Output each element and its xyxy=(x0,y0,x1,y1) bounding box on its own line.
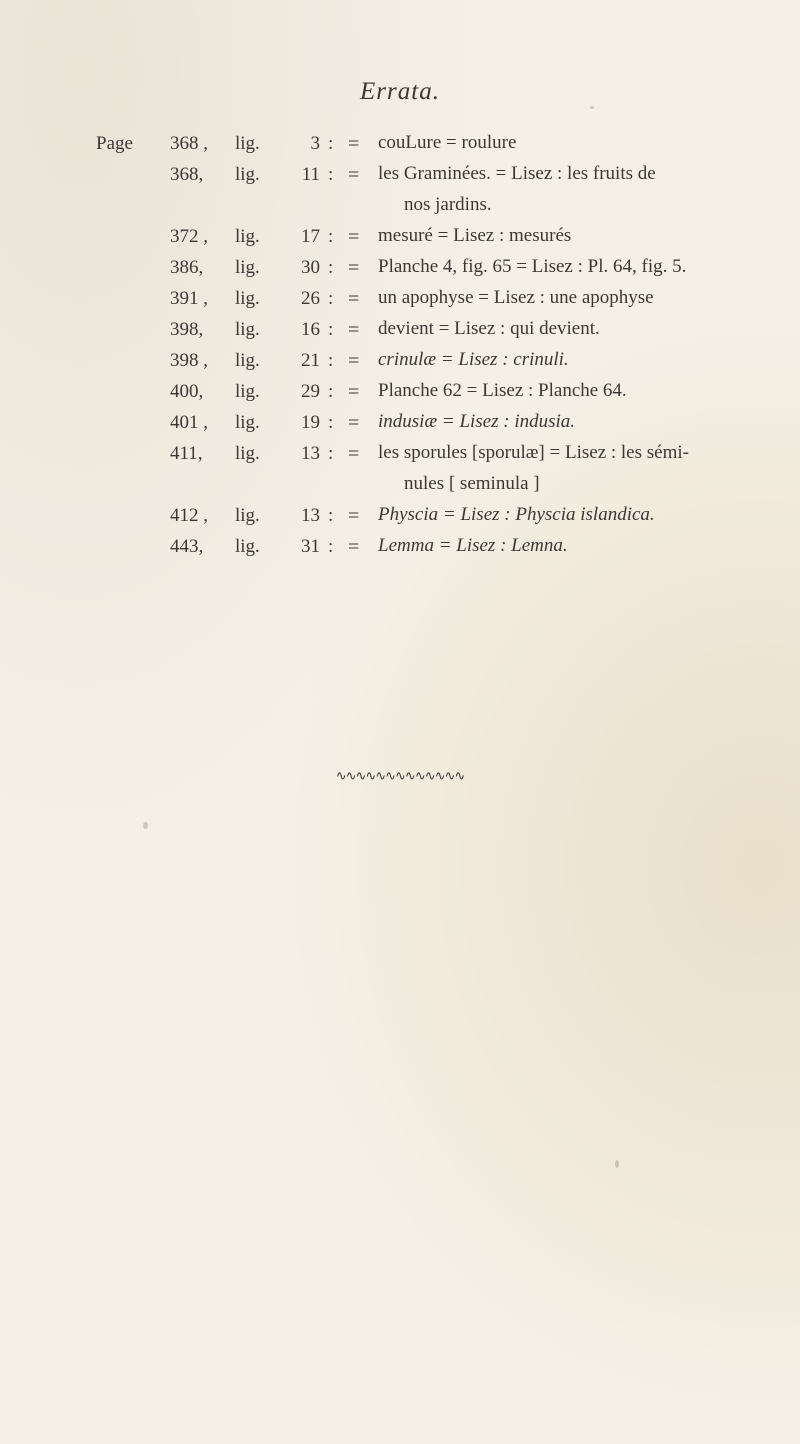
line-number: 16 xyxy=(301,319,320,340)
colon: : xyxy=(328,226,334,247)
correction-continuation: nules [ seminula ] xyxy=(404,473,540,494)
line-label: lig. xyxy=(235,350,260,371)
page-title: Errata. xyxy=(360,78,440,105)
line-label: lig. xyxy=(235,536,260,557)
colon: : xyxy=(328,505,334,526)
correction-line: les Graminées. = Lisez : les fruits de xyxy=(378,163,656,184)
line-label: lig. xyxy=(235,443,260,464)
line-label: lig. xyxy=(235,133,260,154)
colon: : xyxy=(328,319,334,340)
equals-sign: = xyxy=(348,443,360,465)
correction-text: Physcia = Lisez : Physcia islandica. xyxy=(378,504,655,525)
paper-speck xyxy=(143,822,148,829)
page-number: 386, xyxy=(170,257,204,278)
page-number: 443, xyxy=(170,536,204,557)
line-number: 19 xyxy=(301,412,320,433)
correction-text: Planche 4, fig. 65 = Lisez : Pl. 64, fig. 5. xyxy=(378,256,687,277)
equals-sign: = xyxy=(348,350,360,372)
colon: : xyxy=(328,350,334,371)
line-number: 31 xyxy=(301,536,320,557)
correction-text: crinulæ = Lisez : crinuli. xyxy=(378,349,569,370)
page-number: 372 , xyxy=(170,226,208,247)
page-number: 401 , xyxy=(170,412,208,433)
equals-sign: = xyxy=(348,133,360,155)
page-number: 412 , xyxy=(170,505,208,526)
correction-text: devient = Lisez : qui devient. xyxy=(378,318,600,339)
line-number: 17 xyxy=(301,226,320,247)
page-number: 368 , xyxy=(170,133,208,154)
colon: : xyxy=(328,381,334,402)
equals-sign: = xyxy=(348,226,360,248)
correction-text xyxy=(378,158,788,220)
equals-sign: = xyxy=(348,257,360,279)
line-number: 3 xyxy=(310,133,320,154)
line-label: lig. xyxy=(235,288,260,309)
correction-text: un apophyse = Lisez : une apophyse xyxy=(378,287,654,308)
correction-text: mesuré = Lisez : mesurés xyxy=(378,225,572,246)
equals-sign: = xyxy=(348,536,360,558)
equals-sign: = xyxy=(348,288,360,310)
line-label: lig. xyxy=(235,412,260,433)
colon: : xyxy=(328,164,334,185)
line-label: lig. xyxy=(235,505,260,526)
colon: : xyxy=(328,443,334,464)
correction-text xyxy=(378,437,788,499)
correction-continuation: nos jardins. xyxy=(404,194,492,215)
errata-list xyxy=(0,133,800,567)
page-label: Page xyxy=(96,133,133,154)
line-number: 11 xyxy=(301,164,320,185)
errata-entry xyxy=(0,443,800,505)
line-label: lig. xyxy=(235,164,260,185)
correction-line: les sporules [sporulæ] = Lisez : les sémi- xyxy=(378,442,689,463)
equals-sign: = xyxy=(348,164,360,186)
page-number: 411, xyxy=(170,443,203,464)
equals-sign: = xyxy=(348,505,360,527)
correction-text: Lemma = Lisez : Lemna. xyxy=(378,535,568,556)
line-number: 29 xyxy=(301,381,320,402)
line-label: lig. xyxy=(235,226,260,247)
line-number: 30 xyxy=(301,257,320,278)
line-label: lig. xyxy=(235,257,260,278)
correction-text: Planche 62 = Lisez : Planche 64. xyxy=(378,380,627,401)
equals-sign: = xyxy=(348,319,360,341)
ornament-rule: ∿∿∿∿∿∿∿∿∿∿∿∿∿ xyxy=(335,768,465,783)
colon: : xyxy=(328,133,334,154)
colon: : xyxy=(328,536,334,557)
line-number: 13 xyxy=(301,505,320,526)
page-number: 368, xyxy=(170,164,204,185)
page-number: 398, xyxy=(170,319,204,340)
errata-entry xyxy=(0,536,800,567)
page-number: 400, xyxy=(170,381,204,402)
colon: : xyxy=(328,288,334,309)
line-label: lig. xyxy=(235,319,260,340)
equals-sign: = xyxy=(348,412,360,434)
page-number: 398 , xyxy=(170,350,208,371)
page-number: 391 , xyxy=(170,288,208,309)
line-number: 26 xyxy=(301,288,320,309)
paper-speck xyxy=(590,106,594,109)
errata-entry xyxy=(0,164,800,226)
correction-text: indusiæ = Lisez : indusia. xyxy=(378,411,576,432)
equals-sign: = xyxy=(348,381,360,403)
colon: : xyxy=(328,257,334,278)
paper-speck xyxy=(615,1160,619,1168)
colon: : xyxy=(328,412,334,433)
correction-text: couLure = roulure xyxy=(378,132,517,153)
line-label: lig. xyxy=(235,381,260,402)
line-number: 21 xyxy=(301,350,320,371)
line-number: 13 xyxy=(301,443,320,464)
